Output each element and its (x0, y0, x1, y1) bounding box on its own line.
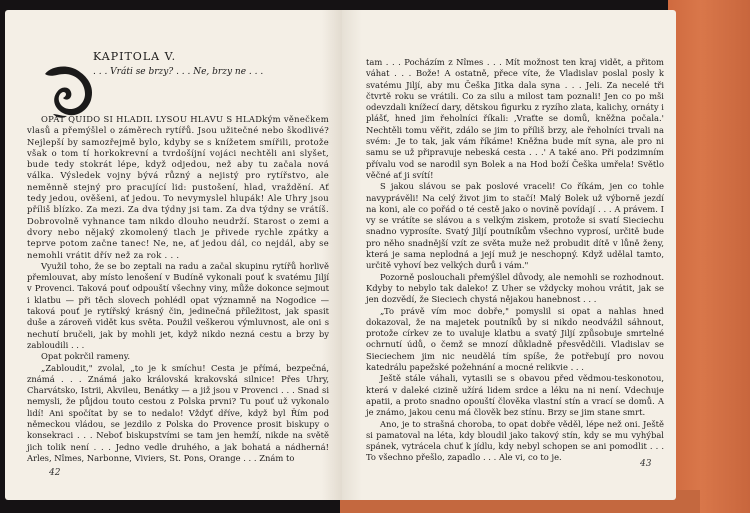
stylized-wave-ornament-icon (41, 64, 99, 120)
paragraph: tam . . . Pocházím z Nîmes . . . Mít možnost ten kraj vidět, a přitom váhat . . . Bože! A ostatně, přece víte, že Vladislav poslal posly k svatému Jiljí, aby mu Češka Jitka dala syna . . . Jeli. Za necelé tři čtvrtě roku se vrátili. Co za silu a milost tam poznali! Jen co po mši odevzdali knížecí dary, dětskou figurku z ryzího zlata, kalichy, ornáty i plášť, hned jim řeholníci říkali: ‚Vraťte se domů, kněžna počala.' Nechtěli tomu věřit, zdálo se jim to příliš brzy, ale řeholníci trvali na svém: ‚Je to tak, jak vám říkáme! Kněžna bude mít syna, ale pro ni samu se už připravuje nebeská cesta . . .' A také ano. Při podzimním přívalu vod se narodil syn Bolek a na Hod boží Češka umřela! Světlo věčné ať ji svítí! (366, 57, 664, 180)
chapter-subtitle: . . . Vráti se brzy? . . . Ne, brzy ne . . . (93, 67, 264, 77)
paragraph: Opat pokrčil rameny. (41, 351, 131, 362)
paragraph: Pozorně poslouchali přemýšlel důvody, ale nemohli se rozhodnout. Kdyby to nebylo tak daleko! Z Uher se vždycky mohou vrátit, jak se jen dozvědí, že Sieciech chystá nějakou hanebnost . . . (366, 271, 664, 305)
book-cover-edge (668, 0, 750, 513)
paragraph: OPAT QUIDO SI HLADIL LYSOU HLAVU S HLADkým věnečkem vlasů a přemýšlel o záměrech rytířů. Jsou užitečné nebo škodlivé? Nejlepší by samozřejmě bylo, kdyby se s knížetem smířili, protože však o tom tí horkokrevní a tvrdošíjní vojáci nechtěli ani slyšet, bude tedy stokrát lépe, když odjedou, než aby tu začala nová válka. Výsledek vojny bývá různý a nejistý pro rytířstvo, ale neměnně stejný pro pracující lid: pustošení, hlad, vraždění. Ať tedy jedou, ověšeni, ať jedou. To nevymyslel hlupák! Ale Uhry jsou příliš blízko. Za mezi. Za dva týdny jsi tam. Za dva týdny se vrátíš. Dobrovolně vyhnance tam nikdo dlouho neudrží. Starost o zemi a dvory nebo nějaký zkomolený tlach je přivede rychle zpátky a teprve potom začne tanec! Ne, ne, ať jedou dál, co nejdál, aby se nemohli vrátit dřív než za rok . . . (27, 114, 329, 260)
paragraph: S jakou slávou se pak poslové vraceli! Co říkám, jen co tohle navyprávěli! Na celý život jim to stačí! Malý Bolek už výborně jezdí na koni, ale co pořád o té cestě jako o novině povídají . . . A právem. I vy se vrátíte se slávou a s velkým ziskem, protože si svatí Sieciechu snadno vyprosíte. Svatý Jiljí poutníkům všechno vyprosí, určitě bude pro něho snadnější vzít ze světa muže než probudit dítě v lůně ženy, která je sama neplodná a její muž je neschopný. Když udělal tamto, určitě vyhoví bez velkých durů i vám." (366, 181, 664, 271)
left-page (5, 10, 342, 500)
paragraph: Ano, je to strašná choroba, to opat dobře věděl, lépe než oni. Ještě si pamatoval na léta, kdy bloudil jako takový stín, kdy se mu vyhýbal spánek, vytrácela chuť k jídlu, kdy nebyl schopen se ani pomodlit . . . To všechno přešlo, zapadlo . . . Ale vi, co to je. (366, 418, 664, 463)
page-number: 42 (49, 468, 61, 478)
paragraph: „Zabloudit," zvolal, „to je k smíchu! Cesta je přímá, bezpečná, známá . . . Známá jako královská krakovská silnice! Přes Uhry, Charvátsko, Istrii, Akvileu, Benátky — a již jsou v Provenci . . . Snad si nemysli, že půjdou touto cestou z Polska prvni? Tu pouť už vykonalo lidí! Ani spočítat by se to nedalo! Vždyť dříve, když byl Řím pod německou vládou, se jezdilo z Polska do Provence prosit biskupy o konsekraci . . . Neboť biskupstvími se tam jen hemží, nikde na světě jich tolik není . . . Jedno vedle druhého, a jak bohatá a nádherná! Arles, Nîmes, Narbonne, Viviers, St. Pons, Orange . . . Znám to (27, 362, 329, 463)
left-page-body (27, 114, 329, 464)
right-page-body (366, 57, 664, 464)
paragraph: „To právě vím moc dobře," pomyslil si opat a nahlas hned dokazoval, že na majetek poutníků by si nikdo neodvážil sáhnout, protože církev ze to uvaluje klatbu a svatý Jiljí způsobuje smrtelné ochrnutí údů, o čemž se mnozí důkladně přesvědčili. Vladislav se Sieciechem jim nic neudělá tím spíše, že potřebují pro novou katedrálu papežské požehnání a mocné relikvie . . . (366, 305, 664, 373)
paragraph: Využil toho, že se bo zeptali na radu a začal skupinu rytířů horlivě přemlouvat, aby místo lenošení v Budíně vykonali pouť k svatému Jiljí v Provenci. Taková pouť odpouští všechny viny, může dokonce sejmout i klatbu — při těch slovech pohlédl opat významně na Nogodice — taková pouť je rytířský krásný čin, jedinečná příležitost, jak spasit duše a zároveň vidět kus světa. Použil veškerou výmluvnost, ale oni s nechutí bručeli, jak by mohli jet, když nikdo nezná cestu a brzy by zabloudili . . . (27, 260, 329, 350)
page-number: 43 (640, 459, 652, 469)
right-page (342, 10, 676, 500)
paragraph: Ještě stále váhali, vytasili se s obavou před vědmou-teskonotou, která v daleké cizině užírá lidem srdce a léku na ni není. Vdechuje apatii, a proto snadno opouští člověka vlastní stín a vrací se domů. A je známo, jakou cenu má člověk bez stínu. Brzy se jim stane smrt. (366, 373, 664, 418)
chapter-title: KAPITOLA V. (93, 50, 177, 63)
